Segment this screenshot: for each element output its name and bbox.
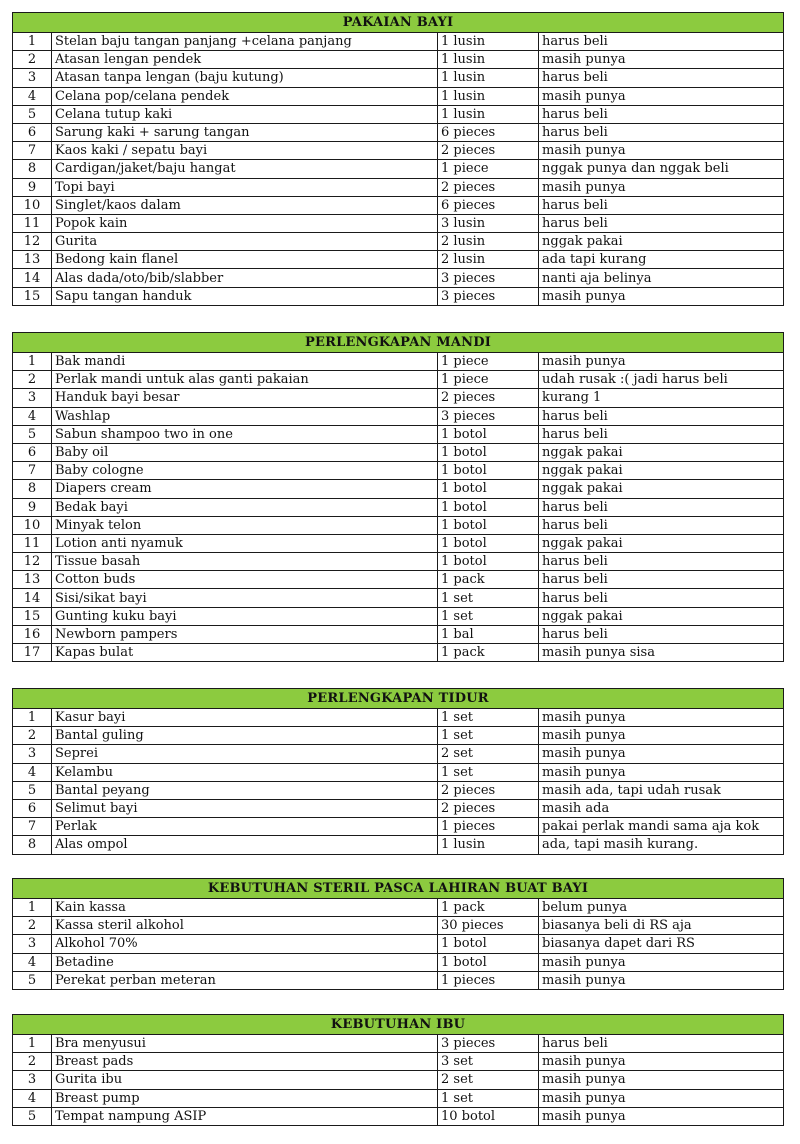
item-quantity: 1 lusin: [438, 69, 539, 87]
item-name: Atasan tanpa lengan (baju kutung): [52, 69, 438, 87]
item-quantity: 10 botol: [438, 1107, 539, 1125]
table-row: [13, 480, 784, 498]
item-name: Washlap: [52, 407, 438, 425]
item-quantity: 3 pieces: [438, 269, 539, 287]
item-quantity: 1 piece: [438, 353, 539, 371]
item-note: kurang 1: [539, 389, 784, 407]
item-quantity: 6 pieces: [438, 123, 539, 141]
item-name: Gurita ibu: [52, 1071, 438, 1089]
item-note: harus beli: [539, 33, 784, 51]
item-name: Kapas bulat: [52, 644, 438, 662]
item-number: 1: [13, 353, 52, 371]
table-row: [13, 607, 784, 625]
item-quantity: 1 lusin: [438, 51, 539, 69]
item-quantity: 1 piece: [438, 160, 539, 178]
item-name: Selimut bayi: [52, 799, 438, 817]
item-quantity: 1 lusin: [438, 836, 539, 854]
item-note: masih punya sisa: [539, 644, 784, 662]
item-quantity: 30 pieces: [438, 917, 539, 935]
table-row: [13, 799, 784, 817]
item-name: Lotion anti nyamuk: [52, 534, 438, 552]
item-name: Bedak bayi: [52, 498, 438, 516]
item-number: 7: [13, 142, 52, 160]
item-note: masih punya: [539, 287, 784, 305]
item-number: 5: [13, 1107, 52, 1125]
item-name: Kaos kaki / sepatu bayi: [52, 142, 438, 160]
table-row: [13, 745, 784, 763]
item-name: Kain kassa: [52, 899, 438, 917]
item-number: 3: [13, 935, 52, 953]
item-quantity: 2 lusin: [438, 251, 539, 269]
item-quantity: 1 set: [438, 1089, 539, 1107]
item-quantity: 1 set: [438, 607, 539, 625]
item-number: 9: [13, 178, 52, 196]
item-note: harus beli: [539, 123, 784, 141]
section-title: PERLENGKAPAN MANDI: [13, 333, 784, 353]
item-note: masih punya: [539, 971, 784, 989]
item-quantity: 1 pack: [438, 899, 539, 917]
item-note: harus beli: [539, 196, 784, 214]
table-row: [13, 251, 784, 269]
item-name: Perekat perban meteran: [52, 971, 438, 989]
item-number: 1: [13, 709, 52, 727]
table-row: [13, 589, 784, 607]
item-number: 1: [13, 33, 52, 51]
item-number: 4: [13, 407, 52, 425]
item-note: harus beli: [539, 105, 784, 123]
item-note: masih punya: [539, 763, 784, 781]
item-name: Topi bayi: [52, 178, 438, 196]
table-row: [13, 1035, 784, 1053]
item-quantity: 1 set: [438, 763, 539, 781]
item-name: Bedong kain flanel: [52, 251, 438, 269]
item-note: masih punya: [539, 727, 784, 745]
item-number: 2: [13, 371, 52, 389]
item-quantity: 1 botol: [438, 534, 539, 552]
item-quantity: 1 botol: [438, 935, 539, 953]
item-name: Gunting kuku bayi: [52, 607, 438, 625]
table-row: [13, 553, 784, 571]
item-name: Alkohol 70%: [52, 935, 438, 953]
item-note: harus beli: [539, 1035, 784, 1053]
section-title: KEBUTUHAN STERIL PASCA LAHIRAN BUAT BAYI: [13, 879, 784, 899]
checklist-table: [12, 12, 784, 306]
item-note: harus beli: [539, 516, 784, 534]
item-quantity: 2 pieces: [438, 142, 539, 160]
item-name: Celana pop/celana pendek: [52, 87, 438, 105]
item-number: 13: [13, 251, 52, 269]
item-quantity: 1 piece: [438, 371, 539, 389]
checklist-table: [12, 332, 784, 662]
table-row: [13, 1053, 784, 1071]
table-row: [13, 1089, 784, 1107]
item-name: Sisi/sikat bayi: [52, 589, 438, 607]
table-row: [13, 196, 784, 214]
item-note: harus beli: [539, 425, 784, 443]
item-quantity: 3 lusin: [438, 214, 539, 232]
item-quantity: 1 set: [438, 709, 539, 727]
item-number: 13: [13, 571, 52, 589]
item-number: 11: [13, 214, 52, 232]
item-quantity: 1 set: [438, 589, 539, 607]
section-table: [12, 332, 783, 662]
item-name: Kassa steril alkohol: [52, 917, 438, 935]
item-note: ada tapi kurang: [539, 251, 784, 269]
item-note: harus beli: [539, 589, 784, 607]
table-row: [13, 87, 784, 105]
item-quantity: 1 pieces: [438, 971, 539, 989]
section-table: [12, 1014, 783, 1126]
item-name: Tempat nampung ASIP: [52, 1107, 438, 1125]
item-name: Perlak mandi untuk alas ganti pakaian: [52, 371, 438, 389]
table-row: [13, 727, 784, 745]
item-note: harus beli: [539, 69, 784, 87]
table-row: [13, 818, 784, 836]
item-number: 4: [13, 953, 52, 971]
item-note: harus beli: [539, 571, 784, 589]
item-note: masih punya: [539, 142, 784, 160]
item-number: 9: [13, 498, 52, 516]
item-name: Bantal peyang: [52, 781, 438, 799]
item-name: Cardigan/jaket/baju hangat: [52, 160, 438, 178]
item-quantity: 1 botol: [438, 953, 539, 971]
item-note: harus beli: [539, 214, 784, 232]
item-number: 10: [13, 516, 52, 534]
item-name: Sarung kaki + sarung tangan: [52, 123, 438, 141]
item-quantity: 3 pieces: [438, 287, 539, 305]
item-note: masih punya: [539, 178, 784, 196]
item-name: Alas ompol: [52, 836, 438, 854]
item-quantity: 1 pack: [438, 644, 539, 662]
item-number: 6: [13, 799, 52, 817]
item-number: 4: [13, 1089, 52, 1107]
table-row: [13, 571, 784, 589]
item-name: Minyak telon: [52, 516, 438, 534]
item-name: Alas dada/oto/bib/slabber: [52, 269, 438, 287]
table-row: [13, 178, 784, 196]
table-row: [13, 214, 784, 232]
item-note: nggak pakai: [539, 534, 784, 552]
item-note: belum punya: [539, 899, 784, 917]
item-quantity: 6 pieces: [438, 196, 539, 214]
item-quantity: 1 lusin: [438, 33, 539, 51]
item-name: Popok kain: [52, 214, 438, 232]
item-name: Bantal guling: [52, 727, 438, 745]
table-row: [13, 953, 784, 971]
item-name: Cotton buds: [52, 571, 438, 589]
item-name: Singlet/kaos dalam: [52, 196, 438, 214]
item-number: 12: [13, 233, 52, 251]
item-note: udah rusak :( jadi harus beli: [539, 371, 784, 389]
item-note: masih punya: [539, 1089, 784, 1107]
item-quantity: 1 pack: [438, 571, 539, 589]
item-number: 4: [13, 87, 52, 105]
table-row: [13, 899, 784, 917]
item-note: biasanya dapet dari RS: [539, 935, 784, 953]
item-name: Celana tutup kaki: [52, 105, 438, 123]
item-quantity: 1 botol: [438, 553, 539, 571]
item-number: 2: [13, 727, 52, 745]
item-number: 3: [13, 1071, 52, 1089]
item-quantity: 3 pieces: [438, 1035, 539, 1053]
item-note: nggak pakai: [539, 480, 784, 498]
table-row: [13, 644, 784, 662]
item-note: masih punya: [539, 1107, 784, 1125]
table-row: [13, 1071, 784, 1089]
table-row: [13, 371, 784, 389]
item-name: Kasur bayi: [52, 709, 438, 727]
item-number: 6: [13, 443, 52, 461]
item-number: 3: [13, 69, 52, 87]
item-number: 14: [13, 269, 52, 287]
checklist-table: [12, 878, 784, 990]
item-quantity: 1 botol: [438, 498, 539, 516]
item-note: masih punya: [539, 51, 784, 69]
item-name: Atasan lengan pendek: [52, 51, 438, 69]
checklist-table: [12, 688, 784, 855]
item-note: ada, tapi masih kurang.: [539, 836, 784, 854]
item-number: 8: [13, 836, 52, 854]
item-number: 4: [13, 763, 52, 781]
table-row: [13, 233, 784, 251]
table-row: [13, 269, 784, 287]
section-table: [12, 878, 783, 990]
table-row: [13, 498, 784, 516]
item-number: 12: [13, 553, 52, 571]
item-quantity: 2 pieces: [438, 799, 539, 817]
table-row: [13, 287, 784, 305]
item-name: Stelan baju tangan panjang +celana panjang: [52, 33, 438, 51]
item-number: 11: [13, 534, 52, 552]
item-note: nggak pakai: [539, 443, 784, 461]
table-row: [13, 407, 784, 425]
item-number: 8: [13, 480, 52, 498]
section-title: PERLENGKAPAN TIDUR: [13, 689, 784, 709]
table-row: [13, 353, 784, 371]
item-number: 5: [13, 781, 52, 799]
item-name: Betadine: [52, 953, 438, 971]
item-name: Tissue basah: [52, 553, 438, 571]
item-name: Kelambu: [52, 763, 438, 781]
item-name: Baby cologne: [52, 462, 438, 480]
table-row: [13, 935, 784, 953]
item-number: 7: [13, 818, 52, 836]
item-note: harus beli: [539, 553, 784, 571]
table-row: [13, 443, 784, 461]
item-note: nggak pakai: [539, 233, 784, 251]
item-note: harus beli: [539, 407, 784, 425]
item-note: masih punya: [539, 745, 784, 763]
table-row: [13, 105, 784, 123]
table-row: [13, 534, 784, 552]
item-note: masih punya: [539, 953, 784, 971]
table-row: [13, 123, 784, 141]
item-number: 1: [13, 1035, 52, 1053]
item-number: 2: [13, 1053, 52, 1071]
table-row: [13, 971, 784, 989]
item-number: 2: [13, 917, 52, 935]
item-quantity: 1 botol: [438, 425, 539, 443]
checklist-table: [12, 1014, 784, 1126]
item-name: Seprei: [52, 745, 438, 763]
item-quantity: 2 pieces: [438, 389, 539, 407]
table-row: [13, 917, 784, 935]
item-number: 2: [13, 51, 52, 69]
item-number: 17: [13, 644, 52, 662]
item-quantity: 1 set: [438, 727, 539, 745]
item-number: 5: [13, 425, 52, 443]
table-row: [13, 516, 784, 534]
item-note: harus beli: [539, 625, 784, 643]
item-quantity: 2 set: [438, 745, 539, 763]
item-quantity: 1 bal: [438, 625, 539, 643]
item-number: 15: [13, 287, 52, 305]
item-quantity: 2 pieces: [438, 781, 539, 799]
table-row: [13, 709, 784, 727]
table-row: [13, 425, 784, 443]
table-row: [13, 33, 784, 51]
item-name: Breast pump: [52, 1089, 438, 1107]
item-note: nanti aja belinya: [539, 269, 784, 287]
item-number: 5: [13, 971, 52, 989]
item-note: harus beli: [539, 498, 784, 516]
item-quantity: 1 botol: [438, 480, 539, 498]
item-name: Breast pads: [52, 1053, 438, 1071]
table-row: [13, 142, 784, 160]
item-name: Bak mandi: [52, 353, 438, 371]
item-number: 15: [13, 607, 52, 625]
item-name: Diapers cream: [52, 480, 438, 498]
item-number: 1: [13, 899, 52, 917]
item-number: 3: [13, 389, 52, 407]
item-number: 3: [13, 745, 52, 763]
item-quantity: 2 set: [438, 1071, 539, 1089]
item-quantity: 1 botol: [438, 462, 539, 480]
item-note: biasanya beli di RS aja: [539, 917, 784, 935]
item-number: 10: [13, 196, 52, 214]
item-name: Handuk bayi besar: [52, 389, 438, 407]
table-row: [13, 625, 784, 643]
item-note: masih punya: [539, 1053, 784, 1071]
item-name: Newborn pampers: [52, 625, 438, 643]
item-quantity: 2 lusin: [438, 233, 539, 251]
table-row: [13, 51, 784, 69]
item-name: Sapu tangan handuk: [52, 287, 438, 305]
item-note: masih punya: [539, 709, 784, 727]
item-note: nggak pakai: [539, 462, 784, 480]
item-quantity: 1 lusin: [438, 105, 539, 123]
table-row: [13, 462, 784, 480]
item-number: 8: [13, 160, 52, 178]
table-row: [13, 781, 784, 799]
item-quantity: 1 lusin: [438, 87, 539, 105]
item-note: masih ada: [539, 799, 784, 817]
item-note: nggak punya dan nggak beli: [539, 160, 784, 178]
item-number: 5: [13, 105, 52, 123]
table-row: [13, 763, 784, 781]
item-quantity: 1 botol: [438, 443, 539, 461]
item-note: masih punya: [539, 1071, 784, 1089]
section-table: [12, 688, 783, 855]
table-row: [13, 389, 784, 407]
item-quantity: 3 set: [438, 1053, 539, 1071]
table-row: [13, 69, 784, 87]
item-quantity: 2 pieces: [438, 178, 539, 196]
section-title: KEBUTUHAN IBU: [13, 1015, 784, 1035]
item-name: Gurita: [52, 233, 438, 251]
item-quantity: 1 botol: [438, 516, 539, 534]
item-note: pakai perlak mandi sama aja kok: [539, 818, 784, 836]
section-table: [12, 12, 783, 306]
section-title: PAKAIAN BAYI: [13, 13, 784, 33]
item-quantity: 3 pieces: [438, 407, 539, 425]
item-name: Bra menyusui: [52, 1035, 438, 1053]
item-note: masih ada, tapi udah rusak: [539, 781, 784, 799]
table-row: [13, 836, 784, 854]
table-row: [13, 1107, 784, 1125]
item-quantity: 1 pieces: [438, 818, 539, 836]
item-number: 6: [13, 123, 52, 141]
item-note: masih punya: [539, 87, 784, 105]
item-number: 14: [13, 589, 52, 607]
item-name: Baby oil: [52, 443, 438, 461]
item-note: masih punya: [539, 353, 784, 371]
item-name: Sabun shampoo two in one: [52, 425, 438, 443]
table-row: [13, 160, 784, 178]
item-number: 16: [13, 625, 52, 643]
item-name: Perlak: [52, 818, 438, 836]
item-note: nggak pakai: [539, 607, 784, 625]
item-number: 7: [13, 462, 52, 480]
